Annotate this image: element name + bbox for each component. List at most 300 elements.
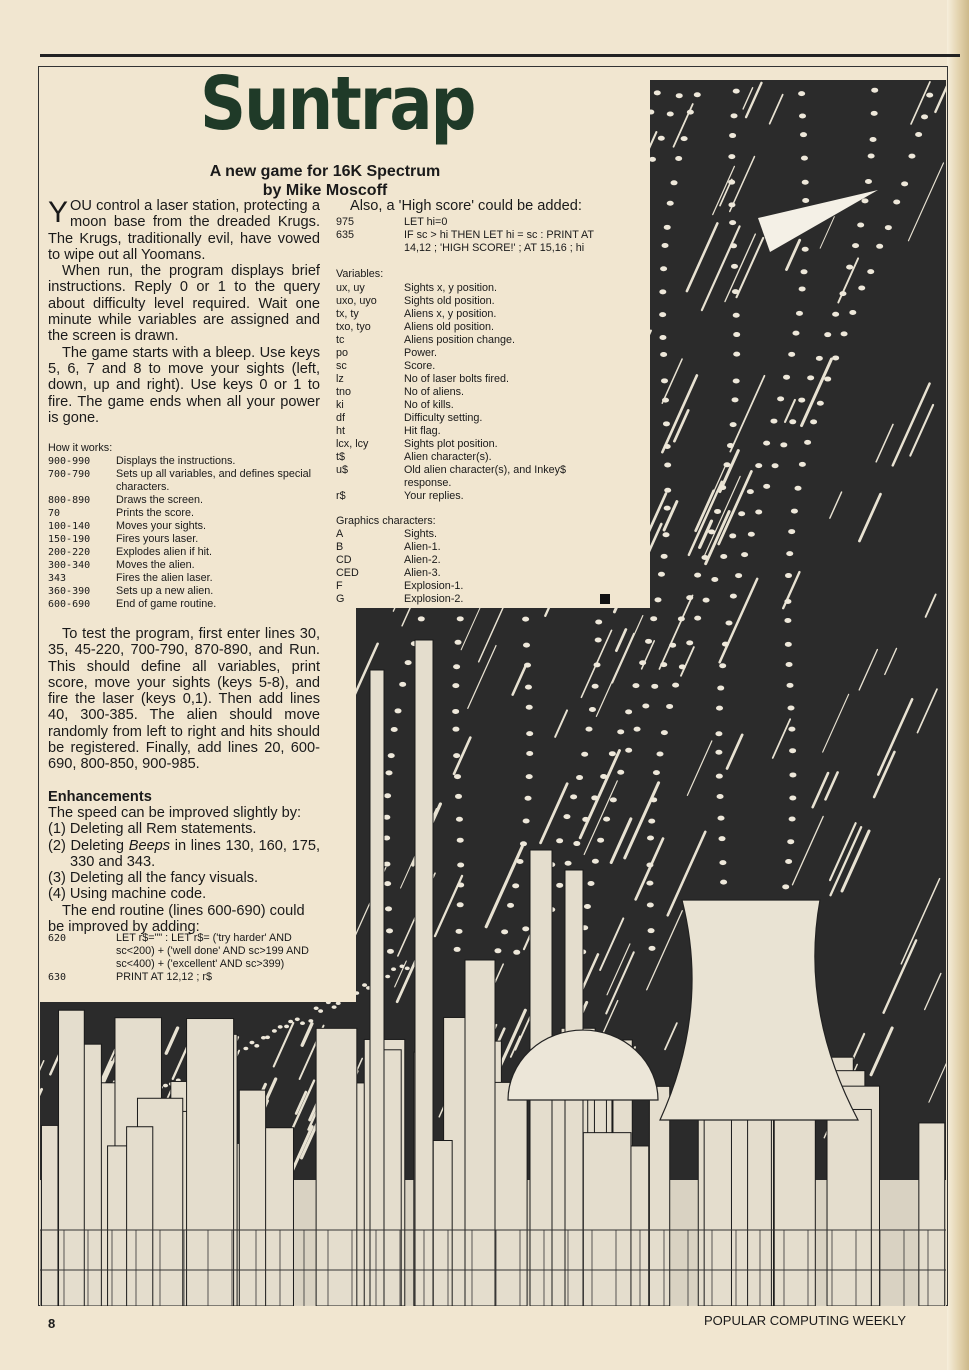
star-dot	[785, 573, 792, 578]
row-key: 343	[48, 573, 67, 584]
meteor-streak	[823, 694, 849, 752]
star-dot	[839, 291, 846, 296]
meteor-streak	[662, 375, 697, 452]
row-value: Power.	[404, 347, 438, 359]
row-value: Aliens x, y position.	[404, 308, 497, 320]
star-dot	[501, 929, 508, 934]
enhancement-item-2	[48, 838, 320, 871]
star-dot	[595, 638, 602, 643]
star-dot	[727, 443, 734, 448]
star-dot	[524, 663, 531, 668]
star-dot	[796, 311, 803, 316]
star-dot	[789, 748, 796, 753]
table-row	[336, 321, 612, 334]
star-dot	[525, 796, 532, 801]
row-value: End of game routine.	[116, 598, 217, 610]
star-dot	[728, 202, 735, 207]
star-dot	[716, 774, 723, 779]
star-dot	[664, 444, 671, 449]
star-dot	[798, 398, 805, 403]
star-dot	[395, 708, 402, 713]
star-dot	[597, 838, 604, 843]
meteor-streak	[770, 95, 783, 124]
how-it-works-heading: How it works:	[48, 442, 113, 454]
row-key: u$	[336, 464, 349, 476]
meteor-streak	[859, 650, 877, 690]
star-dot	[308, 1019, 313, 1023]
meteor-streak	[884, 940, 917, 1012]
star-dot	[405, 660, 412, 665]
end-mark	[600, 594, 610, 604]
building	[774, 1113, 815, 1306]
building	[433, 1141, 452, 1306]
row-value: Draws the screen.	[116, 494, 204, 506]
star-dot	[525, 685, 532, 690]
row-key: tx, ty	[336, 308, 359, 320]
magazine-name: POPULAR COMPUTING WEEKLY	[704, 1313, 907, 1328]
table-row	[336, 399, 612, 412]
star-dot	[661, 554, 668, 559]
star-dot	[272, 1029, 277, 1033]
table-row	[336, 580, 612, 593]
beeps-italic: Beeps	[128, 837, 171, 854]
star-dot	[609, 751, 616, 756]
star-dot	[660, 662, 667, 667]
star-dot	[455, 640, 462, 645]
star-dot	[871, 88, 878, 93]
row-value: Score.	[404, 360, 436, 372]
star-dot	[720, 554, 727, 559]
star-dot	[651, 684, 658, 689]
meteor-streak	[786, 240, 799, 269]
star-dot	[523, 643, 530, 648]
star-dot	[885, 225, 892, 230]
row-value: Sets up a new alien.	[116, 585, 214, 597]
intro-paragraph-1	[48, 198, 320, 263]
row-key: 200-220	[48, 547, 91, 558]
star-dot	[660, 352, 667, 357]
meteor-streak	[925, 973, 941, 1009]
star-dot	[456, 929, 463, 934]
graphics-heading: Graphics characters:	[336, 515, 436, 527]
star-dot	[648, 928, 655, 933]
test-column	[48, 626, 320, 935]
star-dot	[802, 180, 809, 185]
star-dot	[868, 154, 875, 159]
table-row	[336, 567, 612, 580]
star-dot	[522, 617, 529, 622]
star-dot	[715, 750, 722, 755]
star-dot	[662, 398, 669, 403]
drop-cap: Y	[48, 196, 69, 229]
row-key: F	[336, 580, 343, 592]
meteor-streak	[596, 633, 633, 716]
star-dot	[664, 463, 671, 468]
meteor-streak	[616, 629, 626, 650]
subtitle-line-1: A new game for 16K Spectrum	[209, 163, 441, 180]
row-value: Your replies.	[404, 490, 464, 502]
star-dot	[507, 903, 514, 908]
star-dot	[570, 794, 577, 799]
star-dot	[876, 244, 883, 249]
star-dot	[456, 817, 463, 822]
row-value: Hit flag.	[404, 425, 441, 437]
meteor-streak	[792, 816, 823, 884]
spaceship	[758, 190, 878, 252]
building	[59, 1010, 85, 1306]
table-row	[48, 932, 324, 971]
star-dot	[870, 137, 877, 142]
star-dot	[284, 1025, 289, 1029]
star-dot	[664, 506, 671, 511]
meteor-streak	[302, 1024, 312, 1046]
table-row	[336, 360, 612, 373]
intro-paragraph-2: When run, the program displays brief instructions. Reply 0 or 1 to the query about difficulty level required. Wait one minute while variables are assigned and the screen is drawn.	[48, 263, 320, 345]
star-dot	[755, 510, 762, 515]
star-dot	[785, 859, 792, 864]
table-row	[48, 546, 324, 559]
star-dot	[249, 1041, 254, 1045]
star-dot	[332, 1005, 337, 1009]
meteor-streak	[830, 492, 842, 518]
star-dot	[676, 93, 683, 98]
article-title: Suntrap	[200, 62, 475, 148]
row-value: Fires yours laser.	[116, 533, 199, 545]
star-dot	[772, 463, 779, 468]
meteor-streak	[720, 579, 758, 662]
star-dot	[741, 552, 748, 557]
star-dot	[662, 243, 669, 248]
star-dot	[795, 486, 802, 491]
meteor-streak	[935, 85, 946, 112]
star-dot	[632, 683, 639, 688]
star-dot	[728, 180, 735, 185]
row-key: 700-790	[48, 469, 91, 480]
star-dot	[625, 748, 632, 753]
page-number: 8	[48, 1316, 56, 1331]
building	[827, 1109, 871, 1306]
meteor-streak	[910, 405, 933, 456]
star-dot	[663, 532, 670, 537]
table-row	[48, 585, 324, 598]
star-dot	[582, 817, 589, 822]
star-dot	[526, 751, 533, 756]
star-dot	[717, 794, 724, 799]
star-dot	[512, 883, 519, 888]
star-dot	[733, 378, 740, 383]
top-rule	[40, 54, 960, 57]
star-dot	[694, 573, 701, 578]
page-spine	[947, 0, 969, 1370]
star-dot	[453, 664, 460, 669]
row-value: LET hi=0	[404, 216, 448, 228]
star-dot	[804, 440, 811, 445]
row-key: G	[336, 593, 345, 605]
meteor-streak	[876, 424, 893, 461]
star-dot	[617, 770, 624, 775]
star-dot	[714, 509, 721, 514]
star-dot	[792, 331, 799, 336]
table-row	[336, 412, 612, 425]
star-dot	[405, 967, 410, 971]
row-value: No of aliens.	[404, 386, 465, 398]
row-key: CD	[336, 554, 352, 566]
star-dot	[785, 642, 792, 647]
row-key: 360-390	[48, 586, 91, 597]
meteor-streak	[659, 595, 692, 668]
meteor-streak	[878, 699, 912, 774]
star-dot	[802, 247, 809, 252]
table-row	[48, 533, 324, 546]
star-dot	[708, 529, 715, 534]
building	[187, 1019, 234, 1306]
star-dot	[300, 1021, 305, 1025]
star-dot	[617, 729, 624, 734]
star-dot	[846, 265, 853, 270]
table-row	[336, 216, 612, 229]
table-row	[48, 507, 324, 520]
star-dot	[452, 683, 459, 688]
star-dot	[824, 332, 831, 337]
star-dot	[650, 616, 657, 621]
star-dot	[387, 949, 394, 954]
star-dot	[718, 816, 725, 821]
star-dot	[658, 136, 665, 141]
star-dot	[715, 731, 722, 736]
star-dot	[731, 113, 738, 118]
table-row	[336, 334, 612, 347]
star-dot	[384, 793, 391, 798]
star-dot	[589, 707, 596, 712]
star-dot	[646, 863, 653, 868]
star-dot	[663, 421, 670, 426]
building	[41, 1125, 58, 1306]
star-dot	[391, 967, 396, 971]
star-dot	[163, 1084, 168, 1088]
table-row	[48, 971, 324, 984]
intro-text-1: OU control a laser station, protecting a moon base from the dreaded Krugs. The Krugs, traditionally evil, have vowed to wipe out all Yoomans.	[48, 198, 320, 263]
star-dot	[667, 201, 674, 206]
row-key: r$	[336, 490, 346, 502]
star-dot	[788, 529, 795, 534]
star-dot	[802, 198, 809, 203]
meteor-streak	[813, 773, 828, 807]
row-key: A	[336, 528, 344, 540]
tower	[415, 640, 433, 1306]
star-dot	[728, 154, 735, 159]
table-row	[48, 455, 324, 468]
table-row	[336, 386, 612, 399]
star-dot	[908, 154, 915, 159]
star-dot	[763, 441, 770, 446]
tower	[465, 960, 495, 1306]
star-dot	[522, 926, 529, 931]
star-dot	[654, 90, 661, 95]
star-dot	[595, 619, 602, 624]
star-dot	[807, 375, 814, 380]
star-dot	[732, 397, 739, 402]
table-row	[336, 541, 612, 554]
star-dot	[711, 577, 718, 582]
star-dot	[386, 928, 393, 933]
table-row	[48, 468, 324, 494]
star-dot	[362, 983, 367, 987]
enhancements-intro: The speed can be improved slightly by:	[48, 804, 302, 821]
row-key: uxo, uyo	[336, 295, 377, 307]
building	[127, 1127, 153, 1306]
row-key: CED	[336, 567, 359, 579]
star-dot	[678, 616, 685, 621]
star-dot	[730, 243, 737, 248]
row-value: IF sc > hi THEN LET hi = sc : PRINT AT 14,12 ; 'HIGH SCORE!' ; AT 15,16 ; hi	[404, 229, 594, 254]
star-dot	[452, 709, 459, 714]
star-dot	[646, 881, 653, 886]
star-dot	[494, 948, 501, 953]
row-value: LET r$="" : LET r$= ('try harder' AND sc<200) + ('well done' AND sc>199 AND sc<400) + ('excellent' AND sc>399)	[116, 932, 309, 970]
star-dot	[801, 269, 808, 274]
enhancements-heading: Enhancements	[48, 788, 152, 805]
row-key: 70	[48, 508, 61, 519]
star-dot	[722, 642, 729, 647]
row-key: lz	[336, 373, 344, 385]
star-dot	[719, 860, 726, 865]
meteor-streak	[600, 918, 623, 970]
subtitle-line-2: by Mike Moscoff	[262, 182, 388, 199]
high-score-intro: Also, a 'High score' could be added:	[350, 198, 582, 214]
intro-column	[48, 198, 320, 426]
star-dot	[861, 198, 868, 203]
row-key: t$	[336, 451, 346, 463]
star-dot	[926, 93, 933, 98]
row-value: Aliens position change.	[404, 334, 516, 346]
row-value: Sights old position.	[404, 295, 495, 307]
row-value: Alien-3.	[404, 567, 441, 579]
row-key: txo, tyo	[336, 321, 371, 333]
star-dot	[789, 795, 796, 800]
star-dot	[701, 555, 708, 560]
table-row	[336, 490, 612, 503]
star-dot	[791, 509, 798, 514]
row-key: ht	[336, 425, 346, 437]
row-key: df	[336, 412, 346, 424]
star-dot	[645, 639, 652, 644]
end-routine-code	[48, 932, 324, 984]
star-dot	[817, 401, 824, 406]
star-dot	[730, 594, 737, 599]
star-dot	[783, 375, 790, 380]
star-dot	[659, 335, 666, 340]
row-key: 900-990	[48, 456, 91, 467]
star-dot	[810, 419, 817, 424]
enhancement-item-3: (3) Deleting all the fancy visuals.	[48, 870, 259, 887]
star-dot	[288, 1020, 293, 1024]
star-dot	[694, 92, 701, 97]
star-dot	[738, 511, 745, 516]
star-dot	[849, 310, 856, 315]
star-dot	[857, 222, 864, 227]
meteor-streak	[917, 689, 937, 732]
meteor-streak	[173, 1048, 187, 1079]
star-dot	[650, 797, 657, 802]
star-dot	[915, 132, 922, 137]
star-dot	[649, 946, 656, 951]
star-dot	[588, 881, 595, 886]
meteor-streak	[611, 819, 631, 863]
cooling-tower	[660, 900, 858, 1120]
star-dot	[832, 312, 839, 317]
row-value: Sights x, y position.	[404, 282, 498, 294]
star-dot	[717, 686, 724, 691]
row-value: Difficulty setting.	[404, 412, 483, 424]
star-dot	[592, 684, 599, 689]
star-dot	[634, 727, 641, 732]
meteor-streak	[929, 1064, 946, 1103]
star-dot	[653, 770, 660, 775]
row-value: No of kills.	[404, 399, 454, 411]
star-dot	[732, 289, 739, 294]
star-dot	[385, 975, 390, 979]
star-dot	[800, 132, 807, 137]
meteor-streak	[606, 952, 634, 1013]
star-dot	[786, 551, 793, 556]
table-row	[48, 598, 324, 611]
meteor-streak	[785, 400, 795, 422]
star-dot	[452, 727, 459, 732]
row-key: ki	[336, 399, 344, 411]
row-value: No of laser bolts fired.	[404, 373, 510, 385]
star-dot	[523, 818, 530, 823]
building	[239, 1090, 265, 1306]
star-dot	[686, 640, 693, 645]
star-dot	[661, 730, 668, 735]
meteor-streak	[665, 1023, 677, 1049]
meteor-streak	[674, 410, 688, 441]
star-dot	[694, 616, 701, 621]
intro-paragraph-3: The game starts with a bleep. Use keys 5, 6, 7 and 8 to move your sights (left, down, up and right). Use keys 0 or 1 to fire. The game ends when all your power is gone.	[48, 344, 320, 426]
meteor-streak	[580, 751, 619, 838]
row-value: Prints the score.	[116, 507, 195, 519]
meteor-streak	[636, 839, 663, 900]
star-dot	[681, 136, 688, 141]
row-value: Aliens old position.	[404, 321, 495, 333]
star-dot	[719, 663, 726, 668]
enhancements-end: The end routine (lines 600-690) could be improved by adding:	[48, 902, 305, 936]
meteor-streak	[773, 719, 790, 758]
star-dot	[675, 156, 682, 161]
star-dot	[455, 794, 462, 799]
meteor-streak	[802, 359, 832, 425]
star-dot	[719, 485, 726, 490]
building	[583, 1133, 631, 1306]
star-dot	[788, 352, 795, 357]
star-dot	[563, 814, 570, 819]
row-value: Displays the instructions.	[116, 455, 236, 467]
star-dot	[642, 704, 649, 709]
star-dot	[729, 133, 736, 138]
row-key: 975	[336, 216, 355, 228]
meteor-streak	[166, 1028, 177, 1053]
star-dot	[798, 91, 805, 96]
star-dot	[777, 396, 784, 401]
star-dot	[730, 422, 737, 427]
test-paragraph: To test the program, first enter lines 30, 35, 45-220, 700-790, 870-890, and Run. This should define all variables, print score, move your sights (keys 5-8), and fire the laser (keys 0,1). Then add lines 40, 300-385. The alien should move randomly from left to right and hits should be registered. Finally, add lines 20, 600-690, 800-850, 900-985.	[48, 626, 320, 773]
meteor-streak	[513, 665, 526, 694]
table-row	[336, 295, 612, 308]
meteor-streak	[746, 83, 761, 117]
row-key: ux, uy	[336, 282, 365, 294]
star-dot	[729, 220, 736, 225]
table-row	[336, 464, 612, 490]
